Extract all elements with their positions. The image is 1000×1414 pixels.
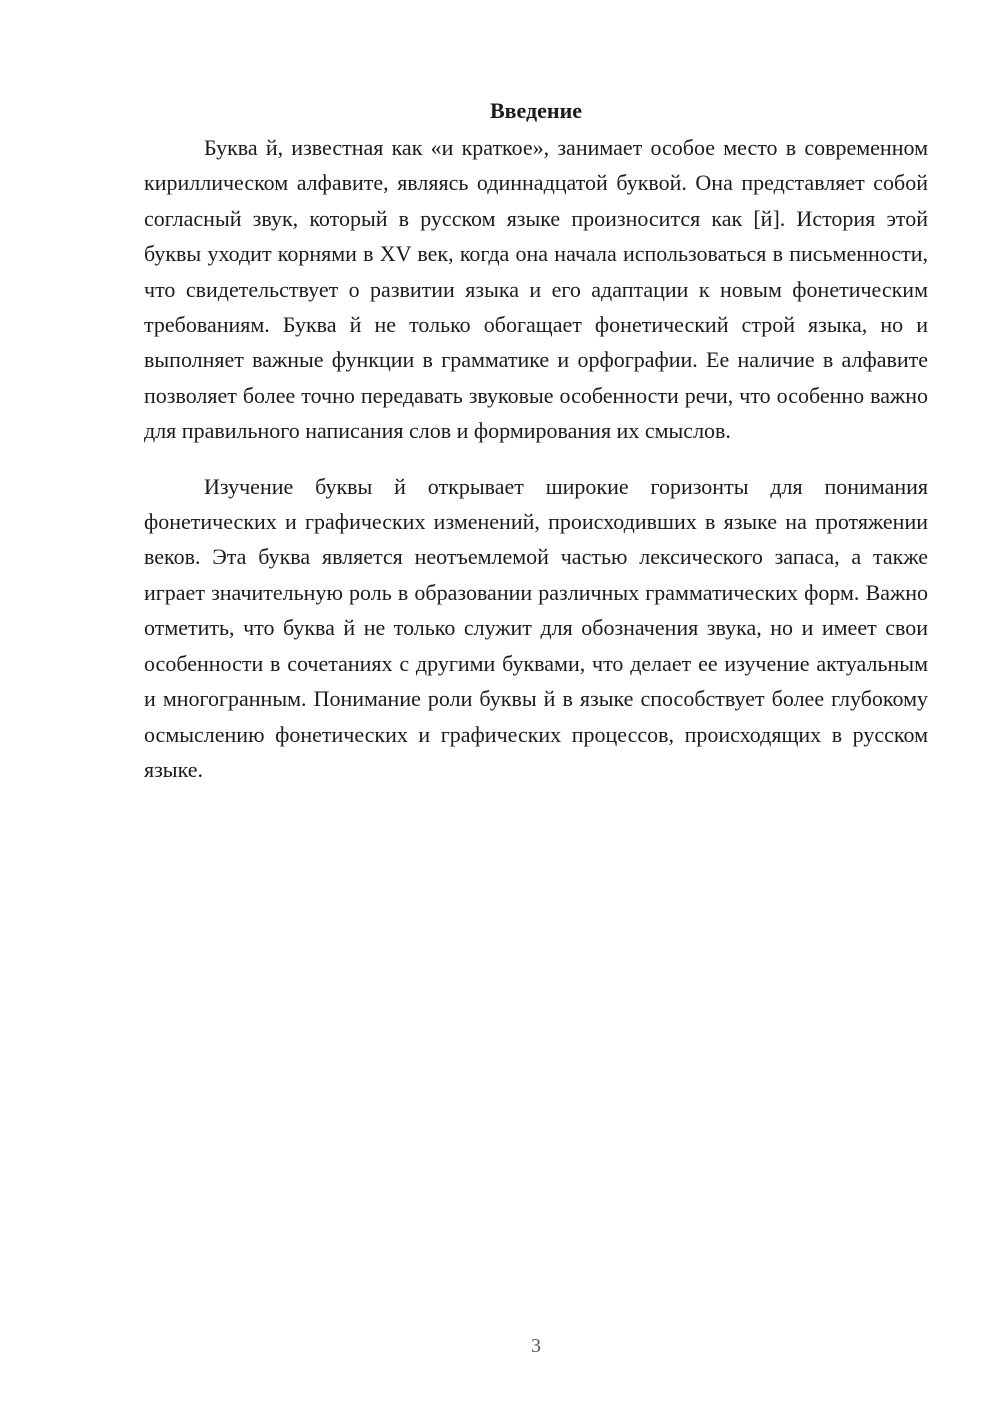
page-number: 3 (531, 1335, 541, 1357)
paragraph-1: Буква й, известная как «и краткое», занимает особое место в современном кириллическом алфавите, являясь одиннадцатой буквой. Она представляет собой согласный звук, который в русском языке произносится как [й]. История этой буквы уходит корнями в XV век, когда она начала использоваться в письменности, что свидетельствует о развитии языка и его адаптации к новым фонетическим требованиям. Буква й не только обогащает фонетический строй языка, но и выполняет важные функции в грамматике и орфографии. Ее наличие в алфавите позволяет более точно передавать звуковые особенности речи, что особенно важно для правильного написания слов и формирования их смыслов. (144, 135, 928, 444)
section-title: Введение (489, 98, 583, 123)
paragraph-2: Изучение буквы й открывает широкие горизонты для понимания фонетических и графических изменений, происходивших в языке на протяжении веков. Эта буква является неотъемлемой частью лексического запаса, а также играет значительную роль в образовании различных грамматических форм. Важно отметить, что буква й не только служит для обозначения звука, но и имеет свои особенности в сочетаниях с другими буквами, что делает ее изучение актуальным и многогранным. Понимание роли буквы й в языке способствует более глубокому осмыслению фонетических и графических процессов, происходящих в русском языке. (144, 473, 928, 782)
page-content (144, 96, 928, 787)
